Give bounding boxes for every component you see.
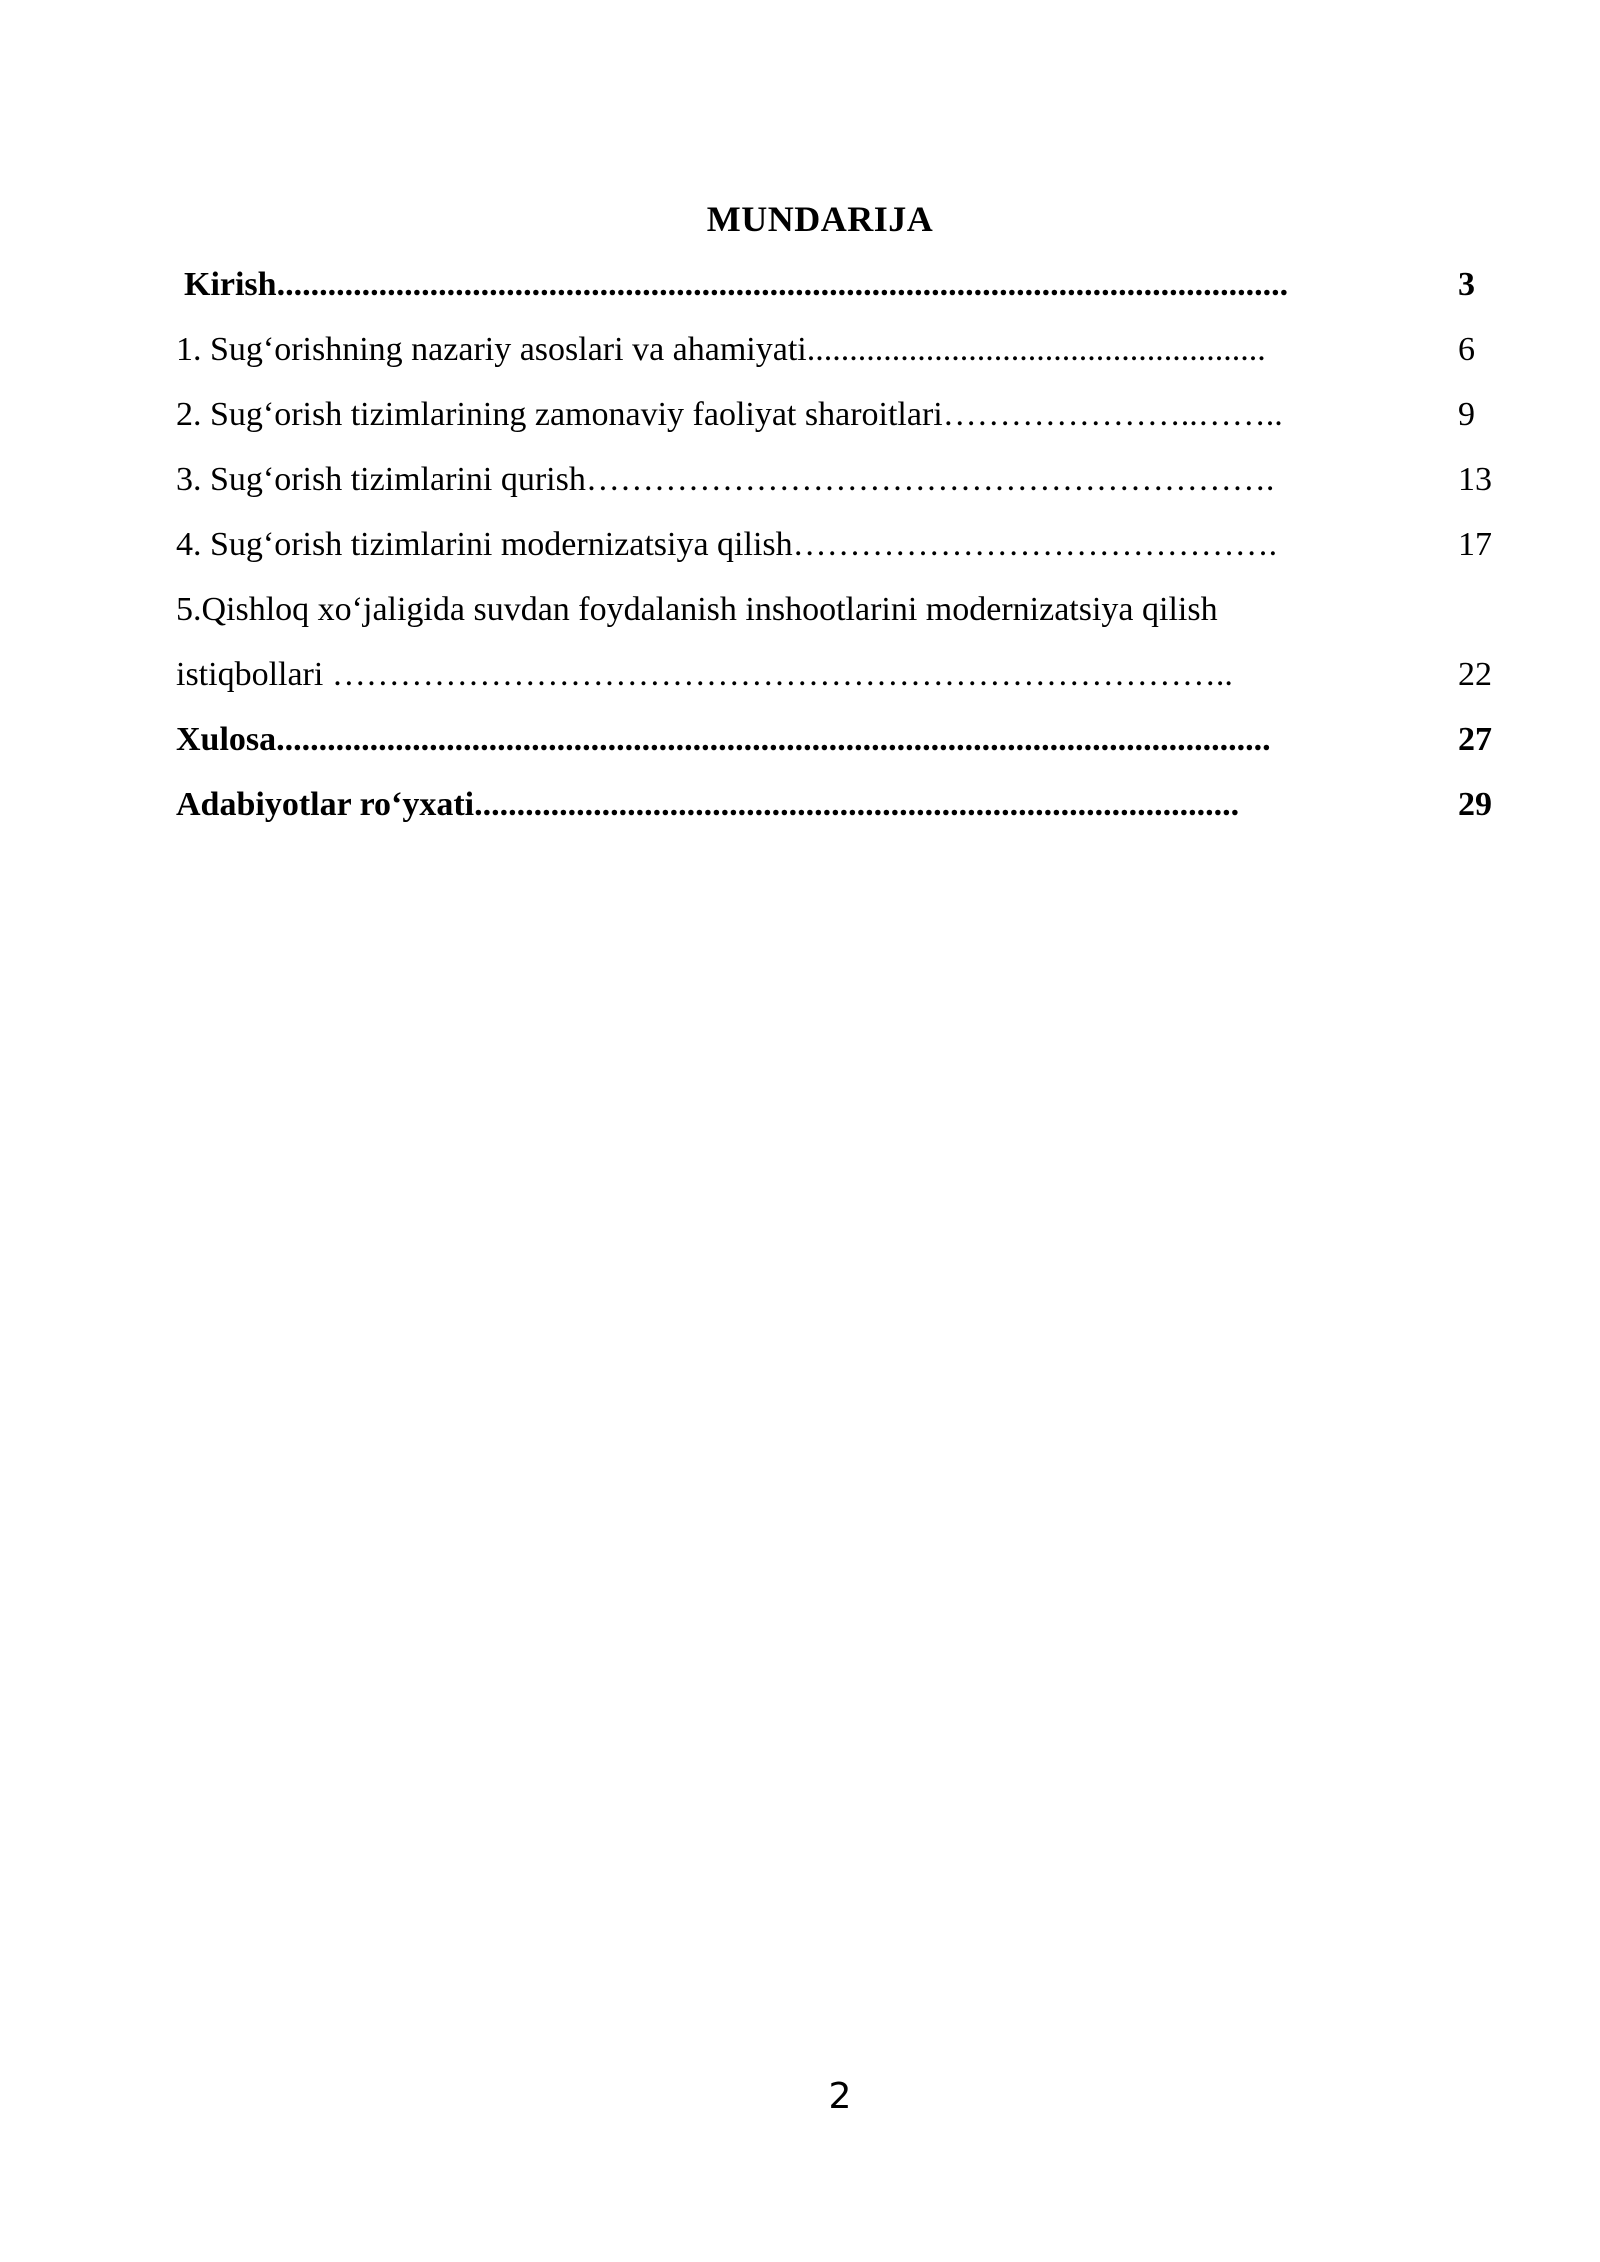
- toc-entry-page: 22: [1458, 656, 1492, 693]
- toc-entry-page: 6: [1458, 331, 1475, 368]
- toc-entry-text: 1. Sug‘orishning nazariy asoslari va ahamiyati......................................................: [176, 331, 1266, 368]
- toc-entry-text: istiqbollari ……………………………………………………………………..: [176, 656, 1233, 693]
- toc-entry-chapter-1: [176, 327, 1266, 373]
- toc-entry-text: 2. Sug‘orish tizimlarining zamonaviy faoliyat sharoitlari…………………..……..: [176, 396, 1283, 433]
- toc-entry-page: 29: [1458, 786, 1492, 823]
- toc-entry-page: 9: [1458, 396, 1475, 433]
- toc-entry-page: 13: [1458, 461, 1492, 498]
- toc-entry-text: Xulosa.....................................................................................................................: [176, 721, 1271, 758]
- toc-entry-chapter-5-continuation: [176, 652, 1233, 698]
- toc-entry-text: 3. Sug‘orish tizimlarini qurish…………………………………………………….: [176, 461, 1275, 498]
- toc-entry-page: 17: [1458, 526, 1492, 563]
- toc-entry-conclusion: [176, 717, 1271, 763]
- toc-entry-page: 27: [1458, 721, 1492, 758]
- toc-entry-chapter-3: [176, 457, 1274, 503]
- toc-entry-text: Adabiyotlar ro‘yxati..........................................................................................: [176, 786, 1240, 823]
- toc-entry-references: [176, 782, 1239, 828]
- toc-entry-page: 3: [1458, 266, 1475, 303]
- toc-entry-chapter-4: [176, 522, 1277, 568]
- toc-entry-text: 4. Sug‘orish tizimlarini modernizatsiya qilish…………………………………….: [176, 526, 1278, 563]
- toc-entry-text: 5.Qishloq xo‘jaligida suvdan foydalanish inshootlarini modernizatsiya qilish: [176, 591, 1218, 628]
- toc-entry-introduction: [184, 262, 1288, 308]
- toc-entry-chapter-2: [176, 392, 1283, 438]
- toc-title: MUNDARIJA: [706, 199, 934, 239]
- toc-entry-chapter-5: [176, 587, 1218, 633]
- page-number: 2: [828, 2076, 852, 2117]
- toc-entry-text: Kirish.......................................................................................................................: [184, 266, 1289, 303]
